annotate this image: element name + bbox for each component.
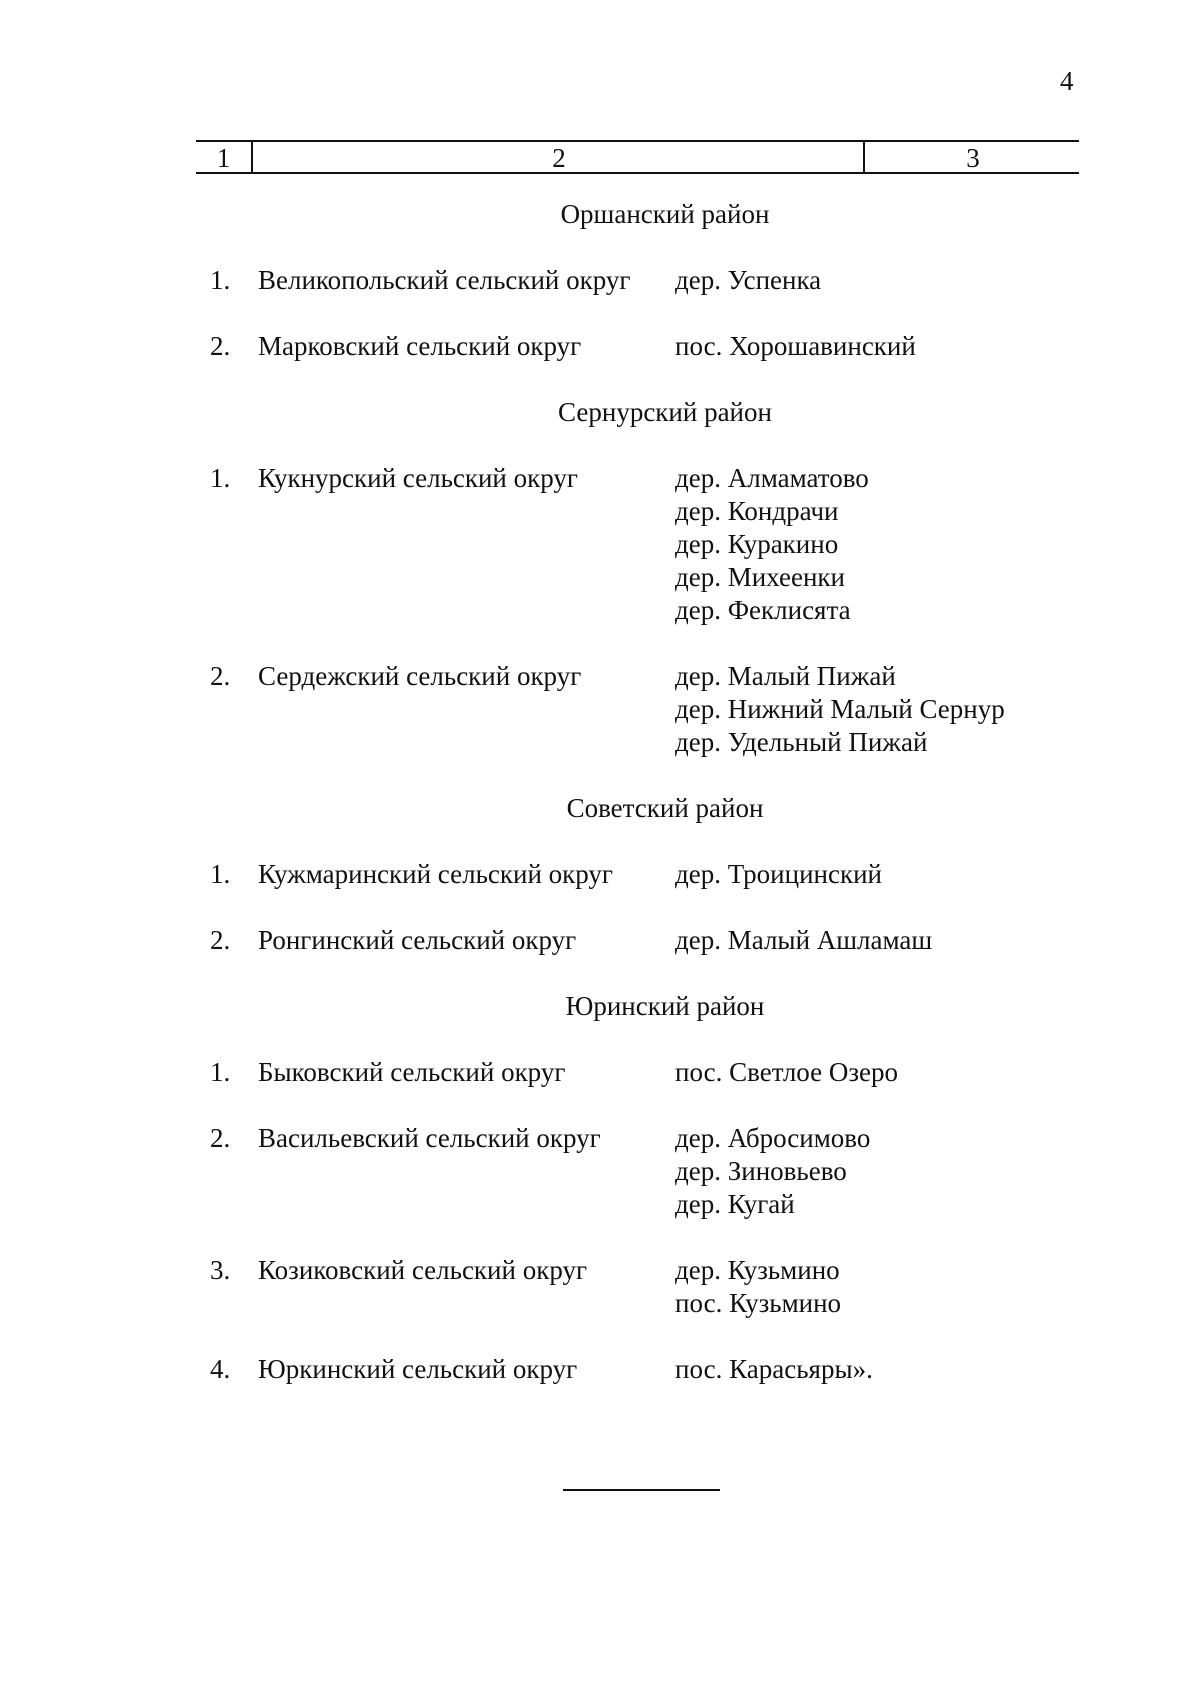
- okrug-row: [196, 924, 1079, 957]
- settlement: дер. Кугай: [675, 1189, 795, 1219]
- settlement-list: [675, 1122, 1079, 1221]
- okrug-name: Ронгинский сельский округ: [258, 925, 577, 955]
- settlement-list: [675, 1056, 1079, 1089]
- settlement: дер. Кузьмино: [675, 1255, 840, 1285]
- okrug-row: [196, 1122, 1079, 1221]
- row-number: 3.: [210, 1255, 231, 1285]
- settlement: дер. Михеенки: [675, 562, 845, 592]
- okrug-name: Кукнурский сельский округ: [258, 463, 578, 493]
- table-header-col-1: 1: [216, 143, 231, 173]
- row-number: 1.: [210, 463, 231, 493]
- okrug-name: Быковский сельский округ: [258, 1057, 566, 1087]
- okrug-row: [196, 858, 1079, 891]
- row-number: 4.: [210, 1354, 231, 1384]
- okrug-name: Великопольский сельский округ: [258, 265, 631, 295]
- settlement: дер. Алмаматово: [675, 463, 869, 493]
- row-number: 2.: [210, 331, 231, 361]
- settlement: дер. Куракино: [675, 529, 839, 559]
- settlement-list: [675, 330, 1079, 363]
- settlement: дер. Успенка: [675, 265, 822, 295]
- okrug-row: [196, 330, 1079, 363]
- okrug-row: [196, 1254, 1079, 1320]
- row-number: 1.: [210, 1057, 231, 1087]
- settlement: пос. Светлое Озеро: [675, 1057, 899, 1087]
- settlement: дер. Феклисята: [675, 595, 851, 625]
- page-number: 4: [1060, 66, 1074, 96]
- settlement: пос. Хорошавинский: [675, 331, 916, 361]
- okrug-name: Марковский сельский округ: [258, 331, 582, 361]
- district-title: Сернурский район: [558, 397, 772, 427]
- row-number: 2.: [210, 661, 231, 691]
- okrug-name: Васильевский сельский округ: [258, 1123, 601, 1153]
- settlement: дер. Кондрачи: [675, 496, 839, 526]
- settlement: дер. Троицинский: [675, 859, 882, 889]
- okrug-name: Юркинский сельский округ: [258, 1354, 578, 1384]
- okrug-name: Кужмаринский сельский округ: [258, 859, 613, 889]
- row-number: 2.: [210, 1123, 231, 1153]
- settlement: дер. Удельный Пижай: [675, 727, 928, 757]
- okrug-row: [196, 462, 1079, 627]
- settlement: дер. Абросимово: [675, 1123, 871, 1153]
- row-number: 1.: [210, 859, 231, 889]
- settlement: пос. Карасьяры».: [675, 1354, 873, 1384]
- settlement-list: [675, 264, 1079, 297]
- settlement: дер. Зиновьево: [675, 1156, 847, 1186]
- settlement-list: [675, 858, 1079, 891]
- settlement-list: [675, 660, 1079, 759]
- district-title: Юринский район: [565, 991, 765, 1021]
- okrug-name: Сердежский сельский округ: [258, 661, 582, 691]
- district-title: Советский район: [566, 793, 764, 823]
- okrug-row: [196, 1056, 1079, 1089]
- settlement-list: [675, 924, 1079, 957]
- document-body: [196, 198, 1079, 1419]
- settlement: пос. Кузьмино: [675, 1288, 842, 1318]
- settlement: дер. Нижний Малый Сернур: [675, 694, 1005, 724]
- settlement: дер. Малый Ашламаш: [675, 925, 933, 955]
- end-divider: [563, 1489, 720, 1491]
- settlement-list: [675, 462, 1079, 627]
- okrug-name: Козиковский сельский округ: [258, 1255, 588, 1285]
- okrug-row: [196, 1353, 1079, 1386]
- table-header-col-2: 2: [251, 142, 865, 172]
- settlement-list: [675, 1353, 1079, 1386]
- okrug-row: [196, 660, 1079, 759]
- okrug-row: [196, 264, 1079, 297]
- row-number: 1.: [210, 265, 231, 295]
- table-header: [196, 140, 1079, 174]
- settlement: дер. Малый Пижай: [675, 661, 896, 691]
- district-title: Оршанский район: [560, 199, 770, 229]
- table-header-col-3: 3: [863, 142, 1081, 172]
- row-number: 2.: [210, 925, 231, 955]
- settlement-list: [675, 1254, 1079, 1320]
